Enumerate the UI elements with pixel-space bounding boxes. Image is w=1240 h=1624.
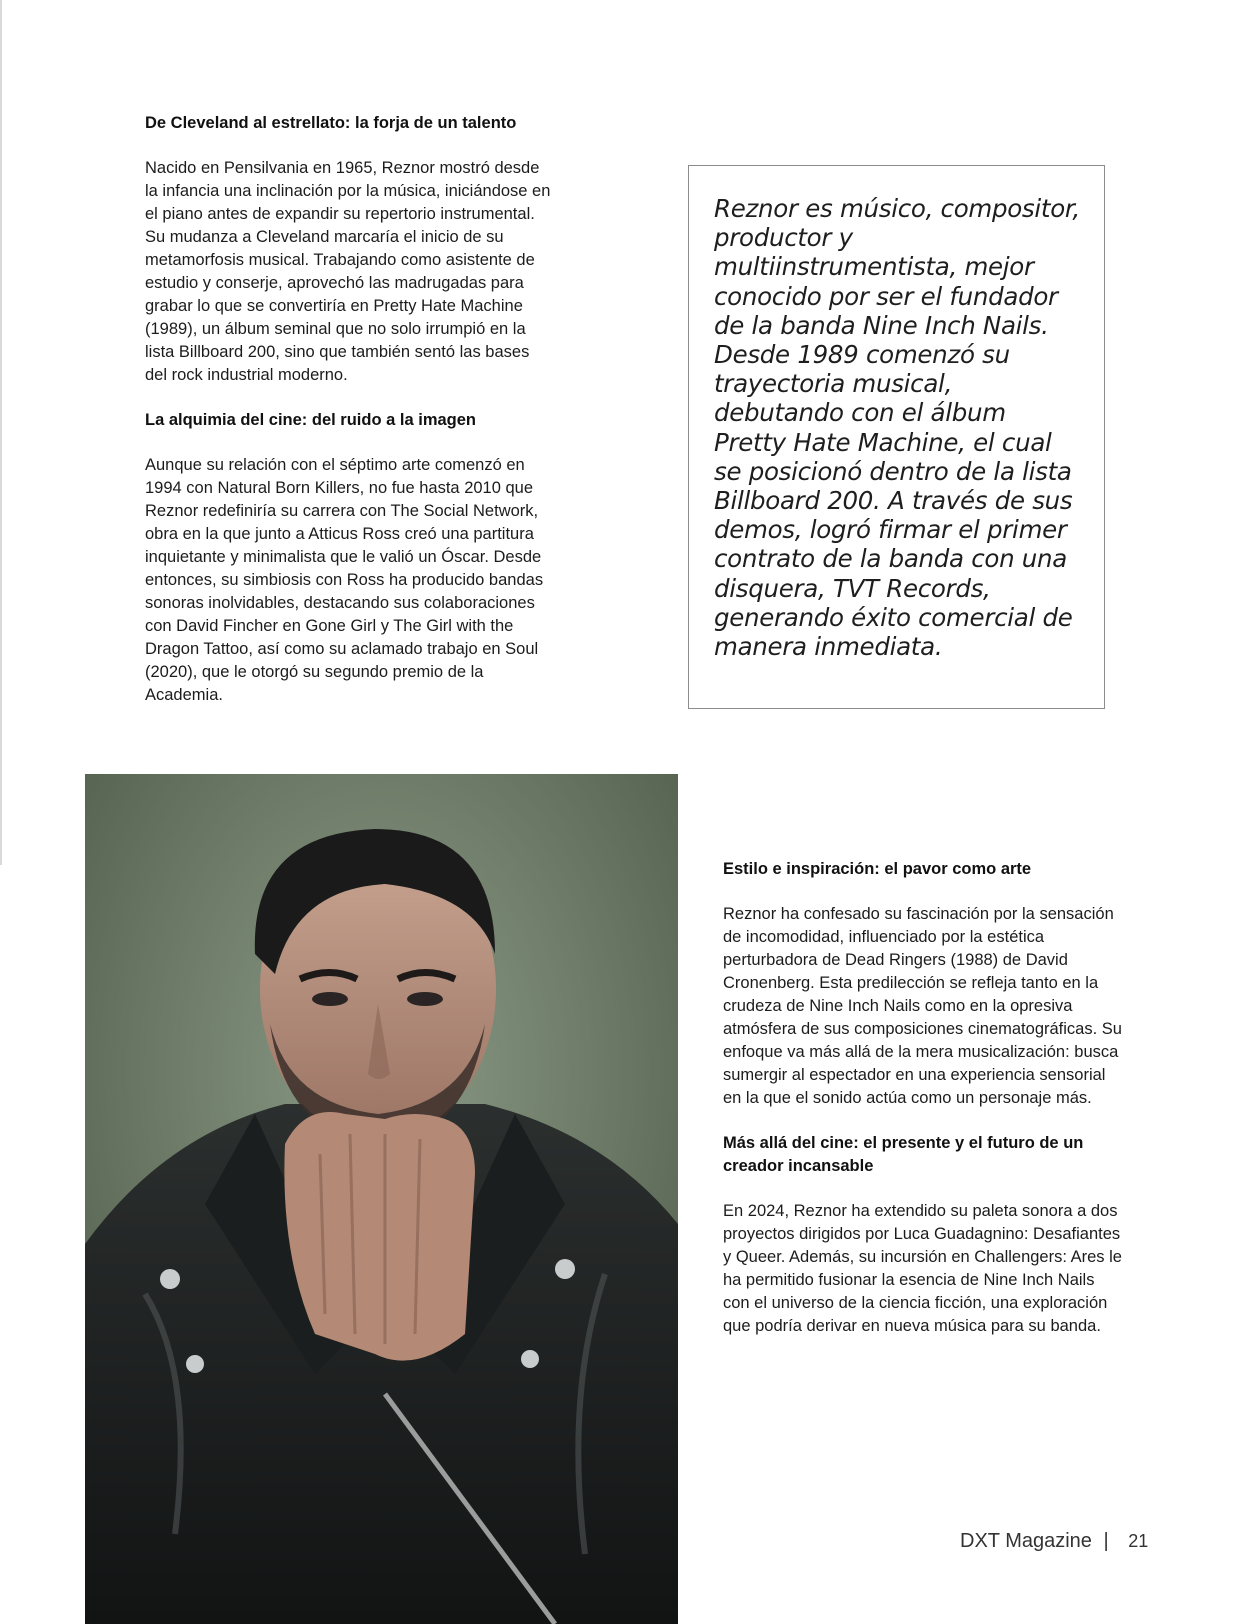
- section-heading-cine: La alquimia del cine: del ruido a la imagen: [145, 411, 476, 429]
- page-edge-rule: [0, 0, 2, 865]
- portrait-photo: [85, 774, 678, 1624]
- pull-quote-box: [688, 165, 1105, 709]
- page-number: 21: [1128, 1531, 1149, 1551]
- section-heading-futuro: Más allá del cine: el presente y el futuro de un creador incansable: [723, 1134, 1084, 1175]
- left-text-column: [145, 112, 555, 729]
- page-footer: [960, 1530, 1160, 1560]
- portrait-illustration: [85, 774, 678, 1624]
- magazine-name: DXT Magazine: [960, 1530, 1092, 1552]
- section-body-futuro: En 2024, Reznor ha extendido su paleta sonora a dos proyectos dirigidos por Luca Guadagnino: Desafiantes y Queer. Además, su incursión en Challengers: Ares le ha permitido fusionar la esencia de Nine Inch Nails con el universo de la ciencia ficción, una exploración que podría derivar en nueva música para su banda.: [723, 1202, 1122, 1335]
- pull-quote-text: Reznor es músico, compositor, productor y multiinstrumentista, mejor conocido por ser el fundador de la banda Nine Inch Nails. Desde 1989 comenzó su trayectoria musical, debutando con el álbum Pretty Hate Machine, el cual se posicionó dentro de la lista Billboard 200. A través de sus demos, logró firmar el primer contrato de la banda con una disquera, TVT Records, generando éxito comercial de manera inmediata.: [714, 194, 1080, 662]
- right-text-column: [723, 858, 1123, 1360]
- footer-separator: |: [1103, 1530, 1109, 1552]
- section-body-estilo: Reznor ha confesado su fascinación por la sensación de incomodidad, influenciado por la estética perturbadora de Dead Ringers (1988) de David Cronenberg. Esta predilección se refleja tanto en la crudeza de Nine Inch Nails como en la opresiva atmósfera de sus composiciones cinematográficas. Su enfoque va más allá de la mera musicalización: busca sumergir al espectador en una experiencia sensorial en la que el sonido actúa como un personaje más.: [723, 905, 1122, 1107]
- section-heading-estilo: Estilo e inspiración: el pavor como arte: [723, 860, 1032, 878]
- section-heading-cleveland: De Cleveland al estrellato: la forja de un talento: [145, 114, 517, 132]
- section-body-cleveland: Nacido en Pensilvania en 1965, Reznor mostró desde la infancia una inclinación por la música, iniciándose en el piano antes de expandir su repertorio instrumental. Su mudanza a Cleveland marcaría el inicio de su metamorfosis musical. Trabajando como asistente de estudio y conserje, aprovechó las madrugadas para grabar lo que se convertiría en Pretty Hate Machine (1989), un álbum seminal que no solo irrumpió en la lista Billboard 200, sino que también sentó las bases del rock industrial moderno.: [145, 159, 551, 384]
- section-body-cine: Aunque su relación con el séptimo arte comenzó en 1994 con Natural Born Killers, no fue hasta 2010 que Reznor redefiniría su carrera con The Social Network, obra en la que junto a Atticus Ross creó una partitura inquietante y minimalista que le valió un Óscar. Desde entonces, su simbiosis con Ross ha producido bandas sonoras inolvidables, destacando sus colaboraciones con David Fincher en Gone Girl y The Girl with the Dragon Tattoo, así como su aclamado trabajo en Soul (2020), que le otorgó su segundo premio de la Academia.: [145, 456, 544, 704]
